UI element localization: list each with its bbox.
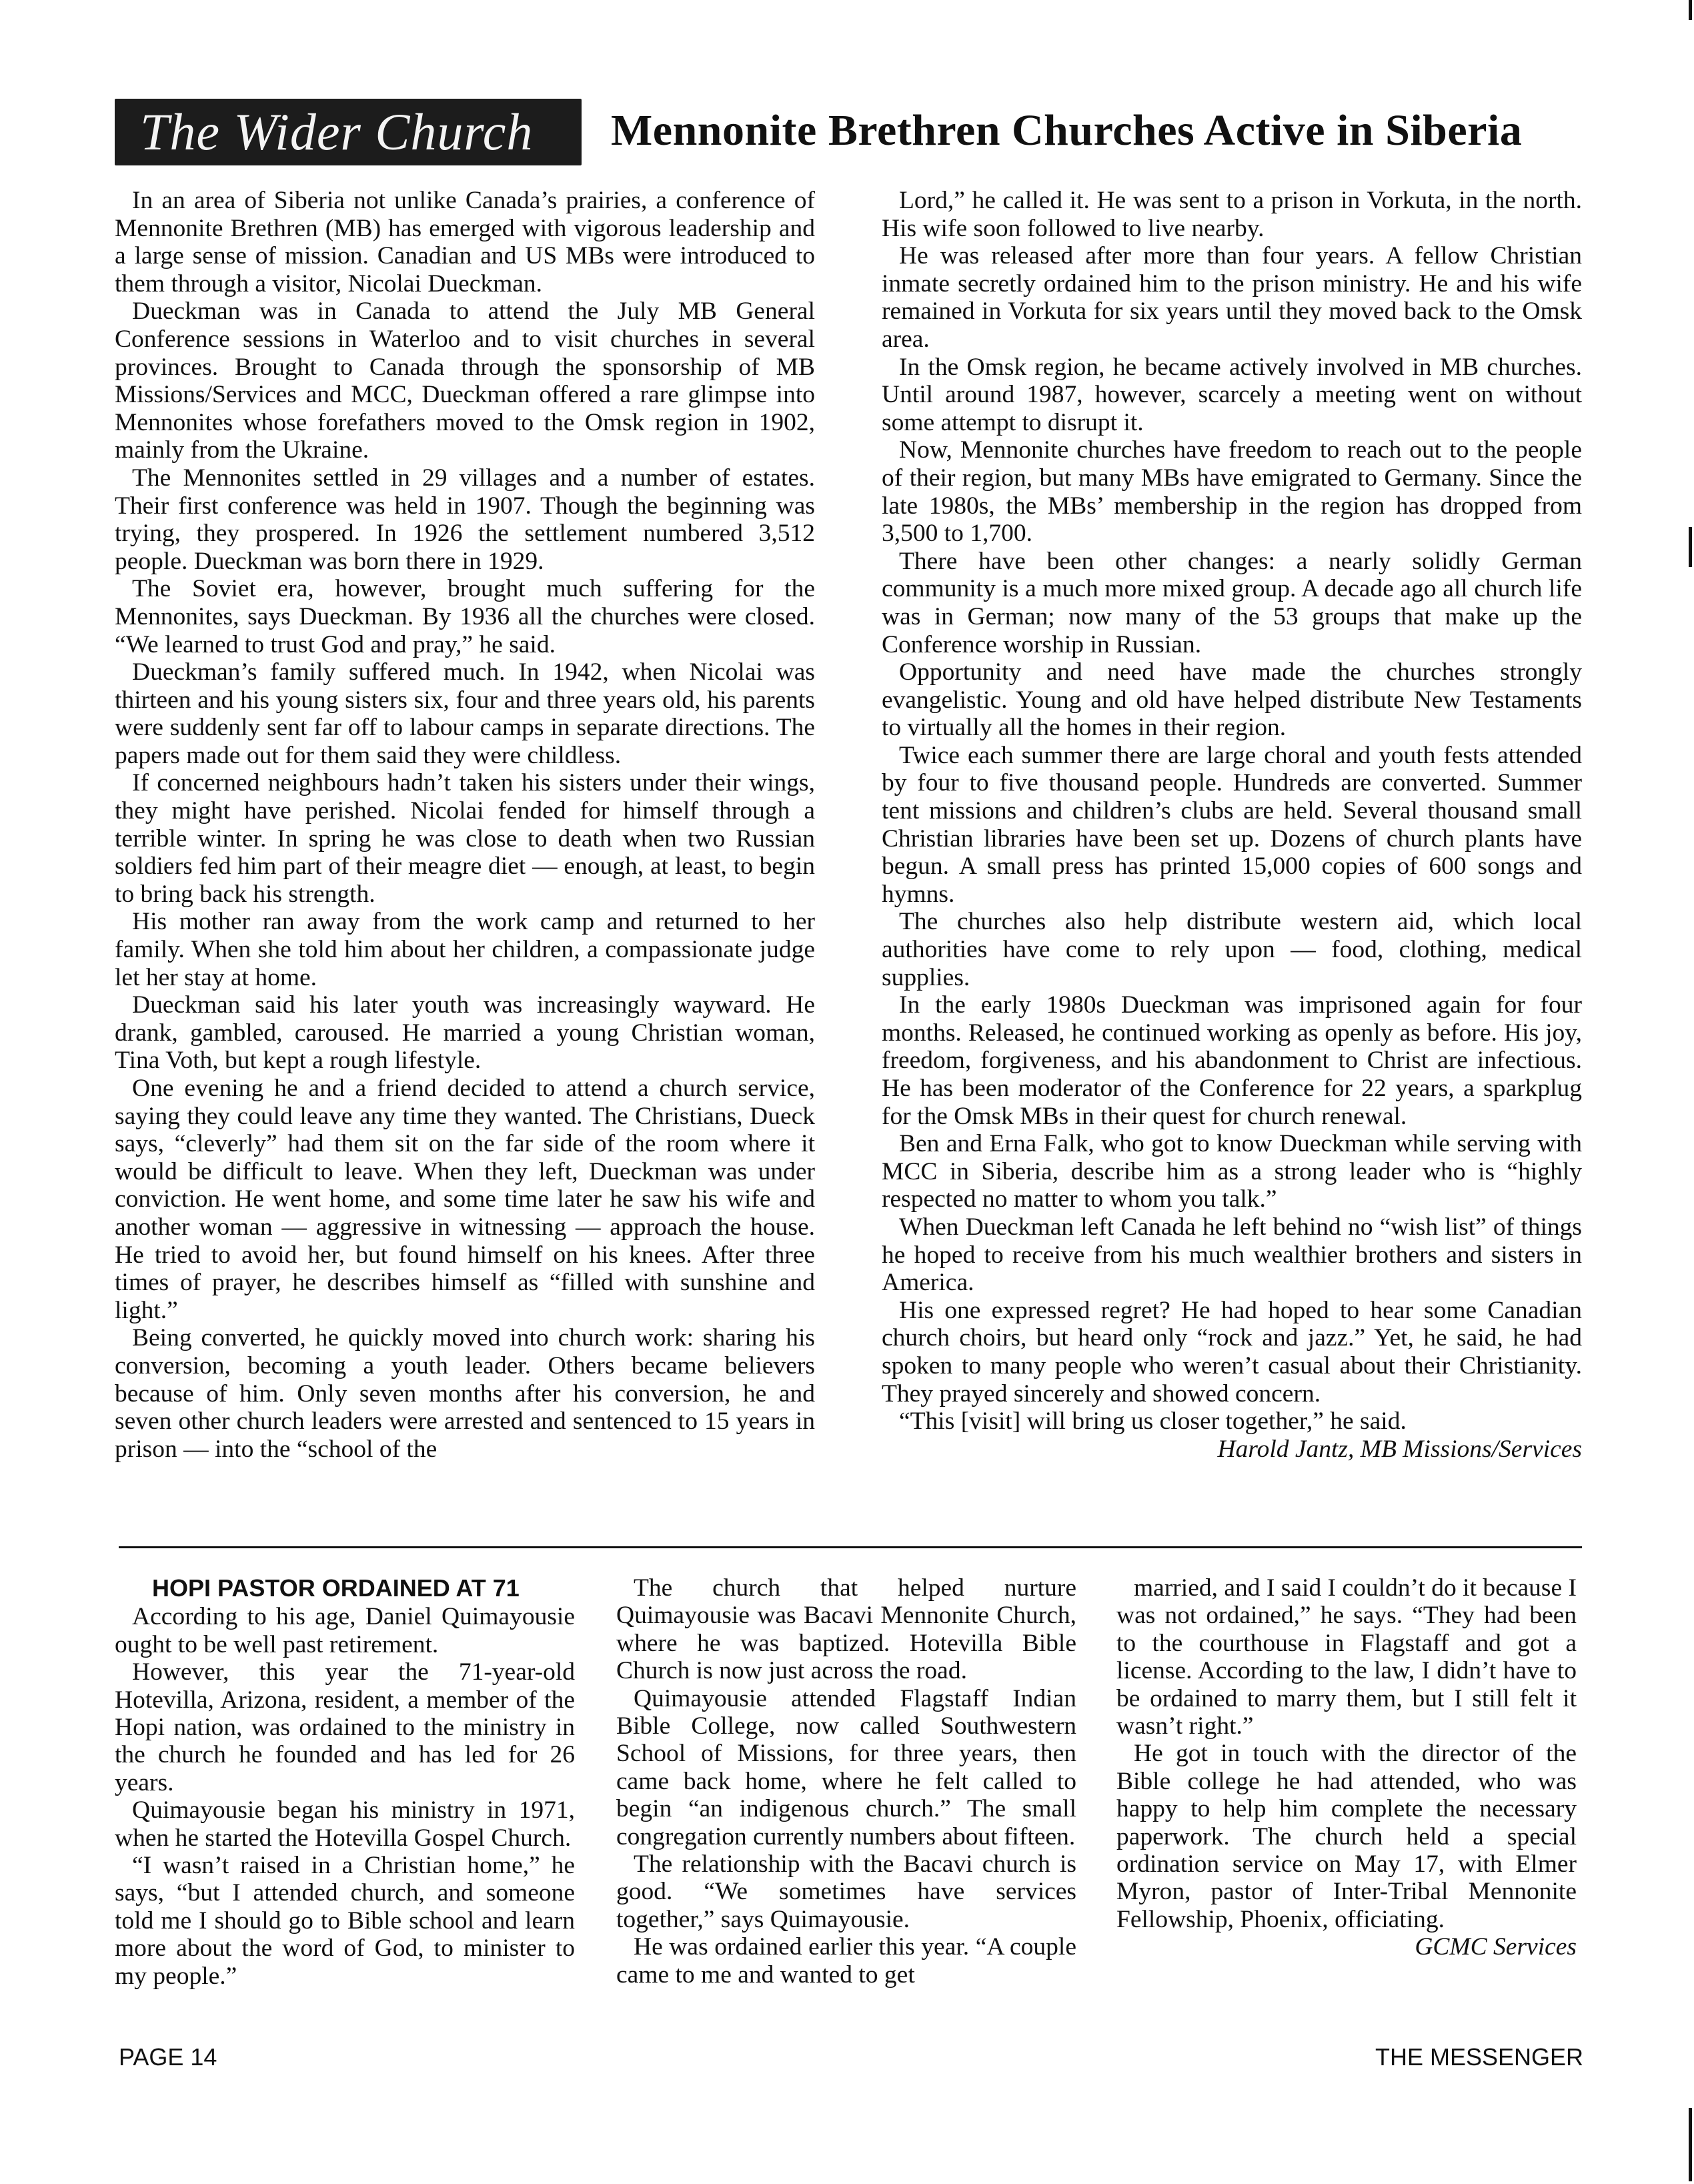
paragraph: The Mennonites settled in 29 villages and a number of estates. Their first conference was held in 1907. Though the beginning was trying, they prospered. In 1926 the settlement numbered 3,512 people. Dueckman was born there in 1929. [115, 464, 815, 575]
paragraph: Dueckman was in Canada to attend the July MB General Conference sessions in Waterloo and to visit churches in several provinces. Brought to Canada through the sponsorship of MB Missions/Services and MCC, Dueckman offered a rare glimpse into Mennonites whose forefathers moved to the Omsk region in 1902, mainly from the Ukraine. [115, 298, 815, 464]
paragraph: There have been other changes: a nearly solidly German community is a much more mixed group. A decade ago all church life was in German; now many of the 53 groups that make up the Conference worship in Russian. [882, 547, 1582, 658]
publication-name: THE MESSENGER [1375, 2043, 1583, 2071]
section-label: The Wider Church [140, 103, 534, 161]
paragraph: When Dueckman left Canada he left behind no “wish list” of things he hoped to receive from his much wealthier brothers and sisters in America. [882, 1213, 1582, 1297]
paragraph: He got in touch with the director of the Bible college he had attended, who was happy to help him complete the necessary paperwork. The church held a special ordination service on May 17, with Elmer Myron, pastor of Inter-Tribal Mennonite Fellowship, Phoenix, officiating. [1116, 1740, 1577, 1933]
paragraph: Quimayousie began his ministry in 1971, when he started the Hotevilla Gospel Church. [115, 1796, 575, 1852]
paragraph: “I wasn’t raised in a Christian home,” he says, “but I attended church, and someone told me I should go to Bible school and learn more about the word of God, to minister to my people.” [115, 1852, 575, 1990]
paragraph: If concerned neighbours hadn’t taken his sisters under their wings, they might have perished. Nicolai fended for himself through a terrible winter. In spring he was close to death when two Russian soldiers fed him part of their meagre diet — enough, at least, to begin to bring back his strength. [115, 769, 815, 908]
sidebar-column-1 [115, 1574, 575, 1990]
article-right-column [882, 187, 1582, 1463]
scan-edge-mark [1689, 0, 1692, 20]
page-number: PAGE 14 [119, 2043, 217, 2071]
sidebar-column-2 [616, 1574, 1076, 1989]
paragraph: married, and I said I couldn’t do it because I was not ordained,” he says. “They had been to the courthouse in Flagstaff and got a license. According to the law, I didn’t have to be ordained to marry them, but I still felt it wasn’t right.” [1116, 1574, 1577, 1740]
paragraph: Twice each summer there are large choral and youth fests attended by four to five thousand people. Hundreds are converted. Summer tent missions and children’s clubs are held. Several thousand small Christian libraries have been set up. Dozens of church plants have begun. A small press has printed 15,000 copies of 600 songs and hymns. [882, 741, 1582, 908]
sidebar-title: HOPI PASTOR ORDAINED AT 71 [152, 1574, 520, 1602]
paragraph: The churches also help distribute western aid, which local authorities have come to rely upon — food, clothing, medical supplies. [882, 908, 1582, 991]
article-byline: Harold Jantz, MB Missions/Services [1217, 1435, 1582, 1463]
paragraph: “This [visit] will bring us closer together,” he said. [899, 1408, 1407, 1436]
paragraph: Being converted, he quickly moved into church work: sharing his conversion, becoming a youth leader. Others became believers because of him. Only seven months after his conversion, he and seven other church leaders were arrested and sentenced to 15 years in prison — into the “school of the [115, 1324, 815, 1463]
paragraph: His mother ran away from the work camp and returned to her family. When she told him about her children, a compassionate judge let her stay at home. [115, 908, 815, 991]
scan-edge-mark [1689, 2108, 1692, 2181]
article-left-column [115, 187, 815, 1463]
scan-edge-mark [1689, 527, 1692, 567]
sidebar-column-3 [1116, 1574, 1577, 1961]
paragraph: Dueckman’s family suffered much. In 1942, when Nicolai was thirteen and his young sisters six, four and three years old, his parents were suddenly sent far off to labour camps in separate directions. The papers made out for them said they were childless. [115, 658, 815, 769]
paragraph: Opportunity and need have made the churches strongly evangelistic. Young and old have helped distribute New Testaments to virtually all the homes in their region. [882, 658, 1582, 742]
paragraph: Ben and Erna Falk, who got to know Dueckman while serving with MCC in Siberia, describe him as a strong leader who is “highly respected no matter to whom you talk.” [882, 1130, 1582, 1213]
paragraph: His one expressed regret? He had hoped to hear some Canadian church choirs, but heard only “rock and jazz.” Yet, he said, he had spoken to many people who weren’t casual about their Christianity. They prayed sincerely and showed concern. [882, 1296, 1582, 1408]
paragraph: He was ordained earlier this year. “A couple came to me and wanted to get [616, 1933, 1076, 1989]
sidebar-byline: GCMC Services [1415, 1933, 1577, 1961]
section-divider [119, 1546, 1582, 1548]
paragraph: In the Omsk region, he became actively involved in MB churches. Until around 1987, however, scarcely a meeting went on without some attempt to disrupt it. [882, 353, 1582, 436]
paragraph: Lord,” he called it. He was sent to a prison in Vorkuta, in the north. His wife soon followed to live nearby. [882, 187, 1582, 242]
section-badge [115, 99, 582, 165]
paragraph: One evening he and a friend decided to attend a church service, saying they could leave any time they wanted. The Christians, Dueck says, “cleverly” had them sit on the far side of the room where it would be difficult to leave. When they left, Dueckman was under conviction. He went home, and some time later he saw his wife and another woman — aggressive in witnessing — approach the house. He tried to avoid her, but found himself on his knees. After three times of prayer, he describes himself as “filled with sunshine and light.” [115, 1075, 815, 1324]
paragraph: In the early 1980s Dueckman was imprisoned again for four months. Released, he continued working as openly as before. His joy, freedom, forgiveness, and his abandonment to Christ are infectious. He has been moderator of the Conference for 22 years, a sparkplug for the Omsk MBs in their quest for church renewal. [882, 991, 1582, 1130]
paragraph: However, this year the 71-year-old Hotevilla, Arizona, resident, a member of the Hopi nation, was ordained to the ministry in the church he founded and has led for 26 years. [115, 1658, 575, 1796]
paragraph: Dueckman said his later youth was increasingly wayward. He drank, gambled, caroused. He married a young Christian woman, Tina Voth, but kept a rough lifestyle. [115, 991, 815, 1075]
headline: Mennonite Brethren Churches Active in Siberia [611, 106, 1523, 155]
paragraph: Quimayousie attended Flagstaff Indian Bible College, now called Southwestern School of Missions, for three years, then came back home, where he felt called to begin “an indigenous church.” The small congregation currently numbers about fifteen. [616, 1684, 1076, 1850]
paragraph: The church that helped nurture Quimayousie was Bacavi Mennonite Church, where he was baptized. Hotevilla Bible Church is now just across the road. [616, 1574, 1076, 1685]
paragraph: The relationship with the Bacavi church is good. “We sometimes have services together,” says Quimayousie. [616, 1850, 1076, 1933]
paragraph: According to his age, Daniel Quimayousie ought to be well past retirement. [115, 1603, 575, 1658]
paragraph: Now, Mennonite churches have freedom to reach out to the people of their region, but many MBs have emigrated to Germany. Since the late 1980s, the MBs’ membership in the region has dropped from 3,500 to 1,700. [882, 436, 1582, 548]
paragraph: He was released after more than four years. A fellow Christian inmate secretly ordained him to the prison ministry. He and his wife remained in Vorkuta for six years until they moved back to the Omsk area. [882, 242, 1582, 353]
paragraph: In an area of Siberia not unlike Canada’s prairies, a conference of Mennonite Brethren (MB) has emerged with vigorous leadership and a large sense of mission. Canadian and US MBs were introduced to them through a visitor, Nicolai Dueckman. [115, 187, 815, 298]
paragraph: The Soviet era, however, brought much suffering for the Mennonites, says Dueckman. By 1936 all the churches were closed. “We learned to trust God and pray,” he said. [115, 575, 815, 658]
